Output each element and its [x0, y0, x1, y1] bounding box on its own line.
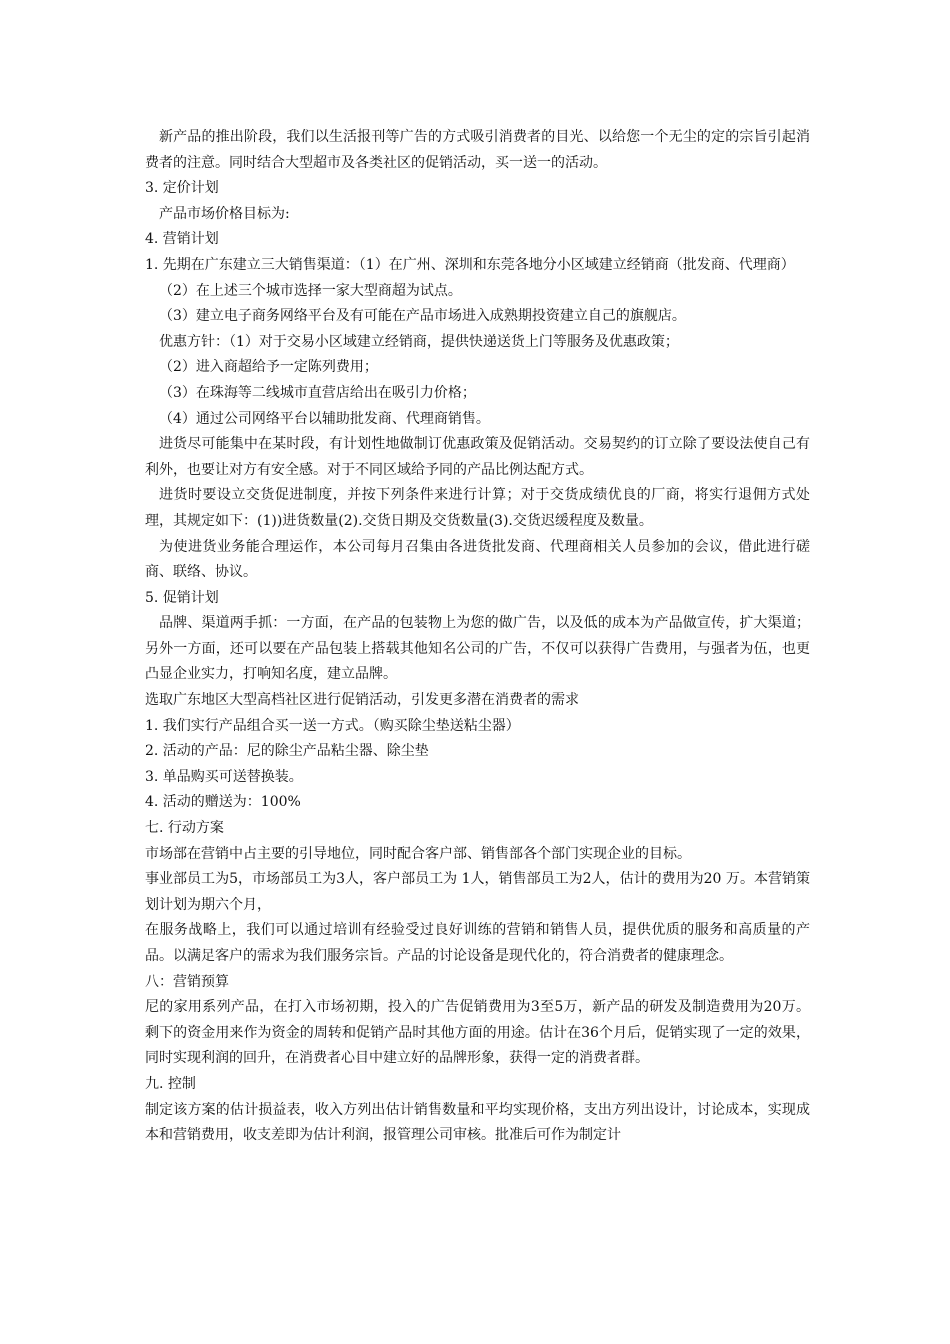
marketing-dept-line: 市场部在营销中占主要的引导地位，同时配合客户部、销售部各个部门实现企业的目标。 — [145, 845, 691, 862]
document-page — [145, 125, 810, 1149]
heading-marketing-budget: 八：营销预算 — [145, 973, 229, 990]
purchasing-paragraph: 进货尽可能集中在某时段，有计划性地做制订优惠政策及促销活动。交易契约的订立除了要设法使自己有利外，也要让对方有安全感。对于不同区域给予同的产品比例达配方式。 — [145, 436, 810, 478]
discount-item-4: （4）通过公司网络平台以辅助批发商、代理商销售。 — [159, 410, 490, 427]
promotion-item-4: 4. 活动的赠送为：100% — [145, 794, 301, 811]
discount-item-3: （3）在珠海等二线城市直营店给出在吸引力价格； — [159, 384, 476, 401]
community-promotion-line: 选取广东地区大型高档社区进行促销活动，引发更多潜在消费者的需求 — [145, 692, 579, 709]
price-target-line: 产品市场价格目标为: — [159, 205, 290, 222]
promotion-item-1: 1. 我们实行产品组合买一送一方式。（购买除尘垫送粘尘器） — [145, 717, 520, 734]
channel-item-2: （2）在上述三个城市选择一家大型商超为试点。 — [159, 282, 462, 299]
heading-action-plan: 七. 行动方案 — [145, 820, 224, 837]
service-strategy-paragraph: 在服务战略上，我们可以通过培训有经验受过良好训练的营销和销售人员，提供优质的服务和高质量的产品。以满足客户的需求为我们服务宗旨。产品的讨论设备是现代化的，符合消费者的健康理念。 — [145, 922, 810, 964]
channel-item-1: 1. 先期在广东建立三大销售渠道：（1）在广州、深圳和东莞各地分小区域建立经销商（批发商、代理商） — [145, 256, 795, 273]
heading-control: 九. 控制 — [145, 1075, 196, 1092]
meeting-paragraph: 为使进货业务能合理运作，本公司每月召集由各进货批发商、代理商相关人员参加的会议，借此进行磋商、联络、协议。 — [145, 538, 810, 581]
channel-item-3: （3）建立电子商务网络平台及有可能在产品市场进入成熟期投资建立自己的旗舰店。 — [159, 308, 686, 325]
heading-marketing-plan: 4. 营销计划 — [145, 231, 219, 248]
heading-promotion-plan: 5. 促销计划 — [145, 589, 219, 606]
control-paragraph: 制定该方案的估计损益表，收入方列出估计销售数量和平均实现价格，支出方列出设计，讨论成本，实现成本和营销费用，收支差即为估计利润，报管理公司审核。批准后可作为制定计 — [145, 1101, 810, 1144]
intro-paragraph: 新产品的推出阶段，我们以生活报刊等广告的方式吸引消费者的目光、以给您一个无尘的定的宗旨引起消费者的注意。同时结合大型超市及各类社区的促销活动，买一送一的活动。 — [145, 129, 810, 171]
brand-channel-paragraph: 品牌、渠道两手抓：一方面，在产品的包装物上为您的做广告，以及低的成本为产品做宣传，扩大渠道；另外一方面，还可以要在产品包装上搭载其他知名公司的广告，不仅可以获得广告费用，与强者为伍，也更凸显企业实力，打响知名度，建立品牌。 — [145, 615, 810, 683]
discount-policy-line: 优惠方针：（1）对于交易小区域建立经销商，提供快递送货上门等服务及优惠政策； — [159, 333, 679, 350]
promotion-item-3: 3. 单品购买可送替换装。 — [145, 768, 303, 785]
discount-item-2: （2）进入商超给予一定陈列费用； — [159, 359, 378, 376]
heading-pricing-plan: 3. 定价计划 — [145, 180, 219, 197]
budget-paragraph: 尼的家用系列产品，在打入市场初期，投入的广告促销费用为3至5万，新产品的研发及制造费用为20万。剩下的资金用来作为资金的周转和促销产品时其他方面的用途。估计在36个月后，促销实现了一定的效果，同时实现利润的回升，在消费者心目中建立好的品牌形象，获得一定的消费者群。 — [145, 999, 810, 1067]
promotion-item-2: 2. 活动的产品：尼的除尘产品粘尘器、除尘垫 — [145, 743, 429, 760]
staffing-paragraph: 事业部员工为5，市场部员工为3人，客户部员工为 1人，销售部员工为2人，估计的费用为20 万。本营销策划计划为期六个月， — [145, 871, 810, 913]
delivery-paragraph: 进货时要设立交货促进制度，并按下列条件来进行计算；对于交货成绩优良的厂商，将实行退佣方式处理，其规定如下：(1))进货数量(2).交货日期及交货数量(3).交货迟缓程度及数量。 — [145, 487, 810, 529]
